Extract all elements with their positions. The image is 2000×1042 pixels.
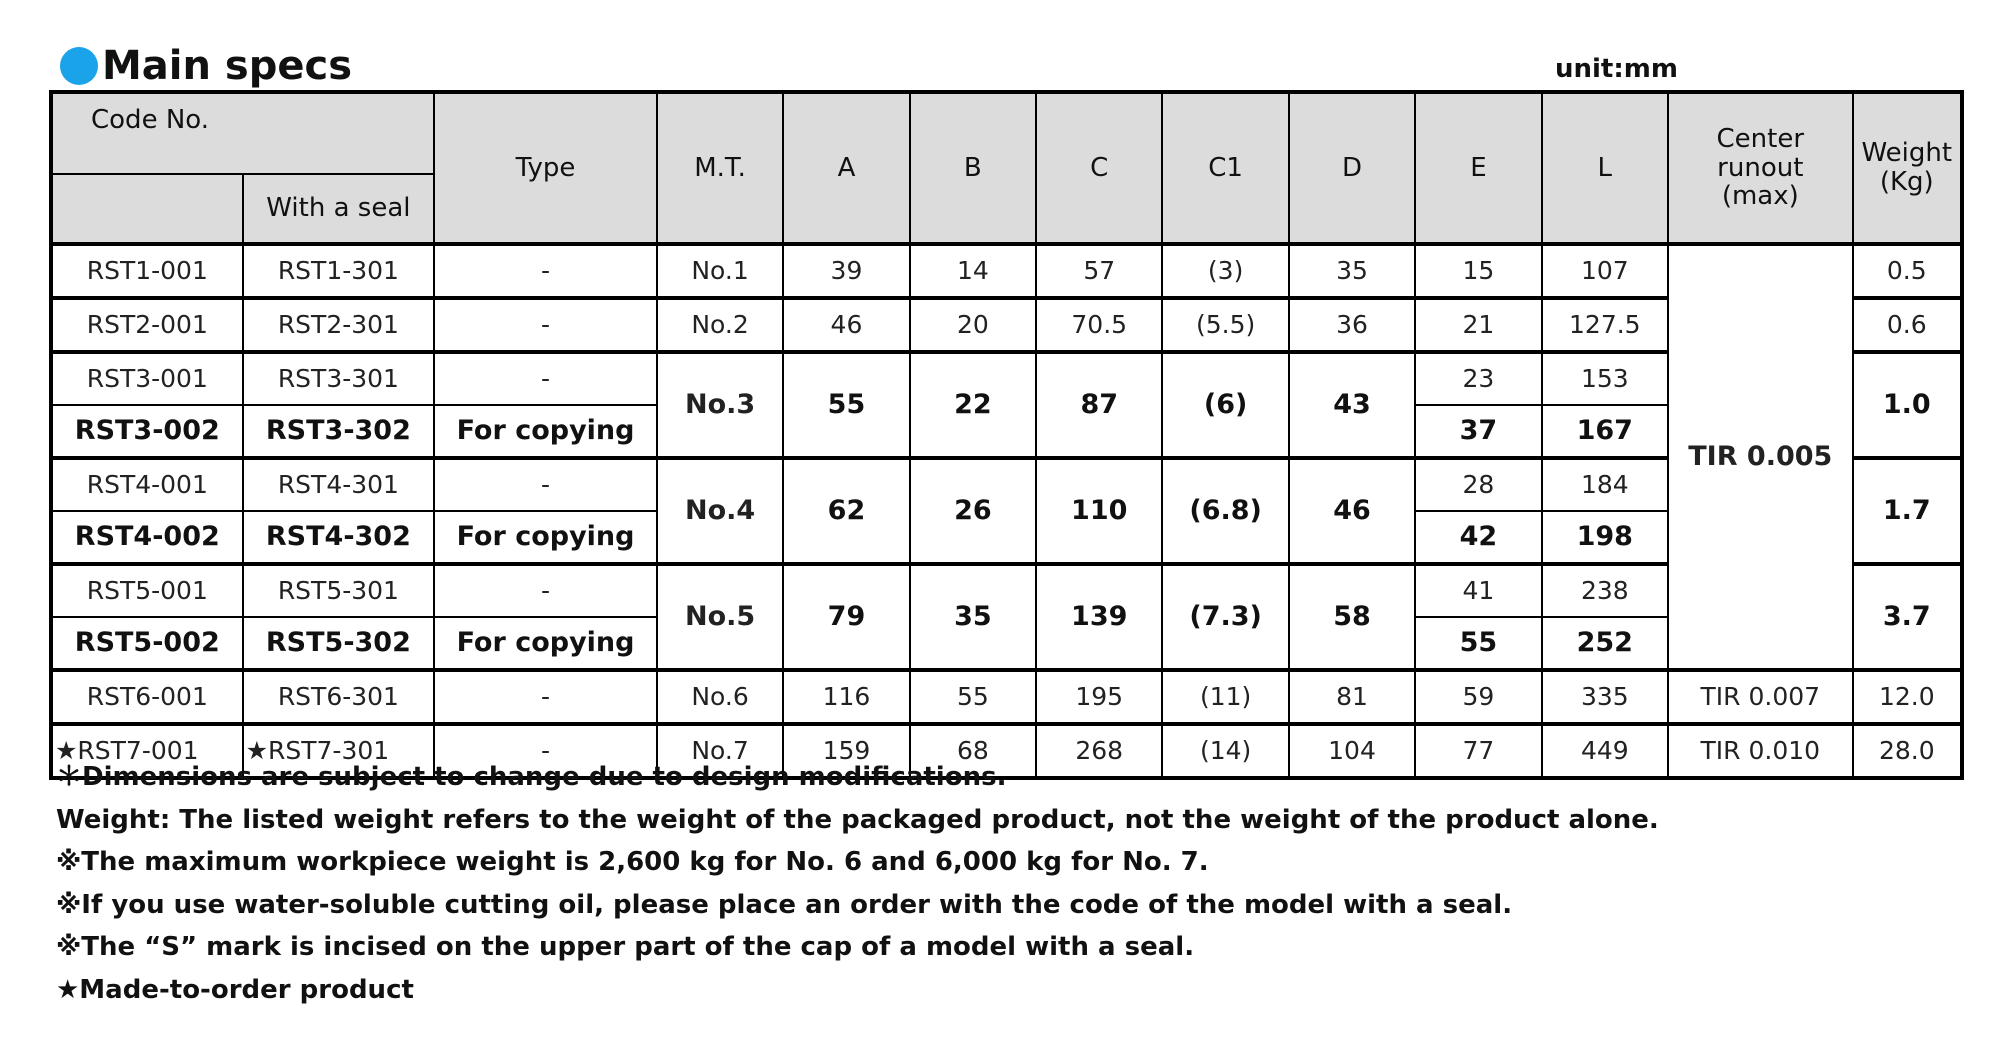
cell-a: 46 bbox=[783, 298, 909, 352]
cell-c: 70.5 bbox=[1036, 298, 1162, 352]
cell-c1: (3) bbox=[1162, 244, 1288, 298]
cell-e: 77 bbox=[1415, 724, 1541, 778]
cell-seal: RST4-301 bbox=[243, 458, 435, 511]
cell-a: 55 bbox=[783, 352, 909, 458]
cell-type: - bbox=[434, 564, 657, 617]
cell-e: 37 bbox=[1415, 405, 1541, 458]
cell-c: 195 bbox=[1036, 670, 1162, 724]
bullet-dot-icon bbox=[60, 47, 98, 85]
cell-code: RST6-001 bbox=[51, 670, 243, 724]
cell-e: 41 bbox=[1415, 564, 1541, 617]
cell-weight: 0.5 bbox=[1853, 244, 1962, 298]
header-weight: Weight (Kg) bbox=[1853, 92, 1962, 244]
cell-code: RST3-001 bbox=[51, 352, 243, 405]
cell-weight: 12.0 bbox=[1853, 670, 1962, 724]
header-with-seal: With a seal bbox=[243, 174, 435, 244]
cell-l: 153 bbox=[1542, 352, 1668, 405]
cell-e: 28 bbox=[1415, 458, 1541, 511]
specs-table bbox=[49, 90, 1964, 780]
section-title: Main specs bbox=[102, 43, 352, 89]
header-l: L bbox=[1542, 92, 1668, 244]
cell-type: - bbox=[434, 352, 657, 405]
cell-c: 139 bbox=[1036, 564, 1162, 670]
cell-code: ★RST7-001 bbox=[51, 724, 243, 778]
cell-a: 39 bbox=[783, 244, 909, 298]
cell-a: 79 bbox=[783, 564, 909, 670]
cell-mt: No.6 bbox=[657, 670, 783, 724]
cell-type: - bbox=[434, 298, 657, 352]
cell-seal: RST3-301 bbox=[243, 352, 435, 405]
cell-e: 42 bbox=[1415, 511, 1541, 564]
cell-d: 104 bbox=[1289, 724, 1415, 778]
header-c1: C1 bbox=[1162, 92, 1288, 244]
cell-weight: 1.7 bbox=[1853, 458, 1962, 564]
footnotes bbox=[56, 756, 1659, 1011]
cell-code: RST5-002 bbox=[51, 617, 243, 670]
footnote: ※If you use water-soluble cutting oil, please place an order with the code of the model with a seal. bbox=[56, 889, 1513, 920]
cell-mt: No.7 bbox=[657, 724, 783, 778]
cell-d: 58 bbox=[1289, 564, 1415, 670]
cell-l: 238 bbox=[1542, 564, 1668, 617]
cell-weight: 0.6 bbox=[1853, 298, 1962, 352]
cell-mt: No.3 bbox=[657, 352, 783, 458]
cell-b: 14 bbox=[910, 244, 1036, 298]
cell-a: 159 bbox=[783, 724, 909, 778]
footnote: ★Made-to-order product bbox=[56, 974, 414, 1005]
header-mt: M.T. bbox=[657, 92, 783, 244]
cell-c1: (6) bbox=[1162, 352, 1288, 458]
header-code-spacer bbox=[51, 174, 243, 244]
footnote: Weight: The listed weight refers to the weight of the packaged product, not the weight of the product alone. bbox=[56, 804, 1659, 835]
header-e: E bbox=[1415, 92, 1541, 244]
cell-type: - bbox=[434, 724, 657, 778]
cell-code: RST4-001 bbox=[51, 458, 243, 511]
cell-seal: RST5-301 bbox=[243, 564, 435, 617]
cell-mt: No.2 bbox=[657, 298, 783, 352]
table-row bbox=[51, 670, 1962, 724]
cell-runout-merged: TIR 0.005 bbox=[1668, 244, 1853, 670]
footnote: ※The maximum workpiece weight is 2,600 kg for No. 6 and 6,000 kg for No. 7. bbox=[56, 847, 1209, 877]
cell-l: 184 bbox=[1542, 458, 1668, 511]
cell-l: 449 bbox=[1542, 724, 1668, 778]
cell-a: 116 bbox=[783, 670, 909, 724]
header-code-no: Code No. bbox=[51, 92, 434, 174]
cell-weight: 1.0 bbox=[1853, 352, 1962, 458]
cell-c: 57 bbox=[1036, 244, 1162, 298]
cell-mt: No.1 bbox=[657, 244, 783, 298]
cell-b: 68 bbox=[910, 724, 1036, 778]
cell-seal: RST5-302 bbox=[243, 617, 435, 670]
cell-seal: RST2-301 bbox=[243, 298, 435, 352]
cell-weight: 28.0 bbox=[1853, 724, 1962, 778]
cell-c1: (7.3) bbox=[1162, 564, 1288, 670]
cell-e: 15 bbox=[1415, 244, 1541, 298]
cell-c1: (6.8) bbox=[1162, 458, 1288, 564]
cell-seal: ★RST7-301 bbox=[243, 724, 435, 778]
cell-d: 43 bbox=[1289, 352, 1415, 458]
cell-seal: RST6-301 bbox=[243, 670, 435, 724]
cell-code: RST1-001 bbox=[51, 244, 243, 298]
cell-mt: No.4 bbox=[657, 458, 783, 564]
cell-e: 55 bbox=[1415, 617, 1541, 670]
cell-type: For copying bbox=[434, 405, 657, 458]
cell-c: 87 bbox=[1036, 352, 1162, 458]
cell-d: 35 bbox=[1289, 244, 1415, 298]
header-c: C bbox=[1036, 92, 1162, 244]
cell-type: - bbox=[434, 244, 657, 298]
footnote: ※The “S” mark is incised on the upper part of the cap of a model with a seal. bbox=[56, 932, 1195, 962]
header-runout: Center runout (max) bbox=[1668, 92, 1853, 244]
table-row bbox=[51, 244, 1962, 298]
cell-code: RST4-002 bbox=[51, 511, 243, 564]
cell-type: - bbox=[434, 458, 657, 511]
cell-seal: RST3-302 bbox=[243, 405, 435, 458]
footnote: ＊Dimensions are subject to change due to design modifications. bbox=[56, 762, 1007, 792]
cell-type: For copying bbox=[434, 617, 657, 670]
header-type: Type bbox=[434, 92, 657, 244]
cell-b: 22 bbox=[910, 352, 1036, 458]
cell-c: 110 bbox=[1036, 458, 1162, 564]
cell-c: 268 bbox=[1036, 724, 1162, 778]
header-a: A bbox=[783, 92, 909, 244]
section-header bbox=[60, 40, 352, 92]
header-b: B bbox=[910, 92, 1036, 244]
cell-d: 81 bbox=[1289, 670, 1415, 724]
cell-b: 55 bbox=[910, 670, 1036, 724]
cell-b: 20 bbox=[910, 298, 1036, 352]
cell-runout: TIR 0.010 bbox=[1668, 724, 1853, 778]
cell-c1: (5.5) bbox=[1162, 298, 1288, 352]
cell-e: 21 bbox=[1415, 298, 1541, 352]
cell-seal: RST1-301 bbox=[243, 244, 435, 298]
cell-weight: 3.7 bbox=[1853, 564, 1962, 670]
header-d: D bbox=[1289, 92, 1415, 244]
cell-c1: (11) bbox=[1162, 670, 1288, 724]
cell-e: 23 bbox=[1415, 352, 1541, 405]
cell-runout: TIR 0.007 bbox=[1668, 670, 1853, 724]
cell-l: 252 bbox=[1542, 617, 1668, 670]
cell-a: 62 bbox=[783, 458, 909, 564]
cell-l: 198 bbox=[1542, 511, 1668, 564]
cell-code: RST2-001 bbox=[51, 298, 243, 352]
cell-l: 107 bbox=[1542, 244, 1668, 298]
cell-l: 335 bbox=[1542, 670, 1668, 724]
cell-d: 46 bbox=[1289, 458, 1415, 564]
cell-type: For copying bbox=[434, 511, 657, 564]
cell-type: - bbox=[434, 670, 657, 724]
cell-code: RST3-002 bbox=[51, 405, 243, 458]
cell-l: 167 bbox=[1542, 405, 1668, 458]
cell-c1: (14) bbox=[1162, 724, 1288, 778]
cell-code: RST5-001 bbox=[51, 564, 243, 617]
cell-l: 127.5 bbox=[1542, 298, 1668, 352]
unit-label: unit:mm bbox=[1555, 54, 1678, 84]
cell-d: 36 bbox=[1289, 298, 1415, 352]
cell-b: 26 bbox=[910, 458, 1036, 564]
cell-e: 59 bbox=[1415, 670, 1541, 724]
cell-b: 35 bbox=[910, 564, 1036, 670]
cell-seal: RST4-302 bbox=[243, 511, 435, 564]
cell-mt: No.5 bbox=[657, 564, 783, 670]
